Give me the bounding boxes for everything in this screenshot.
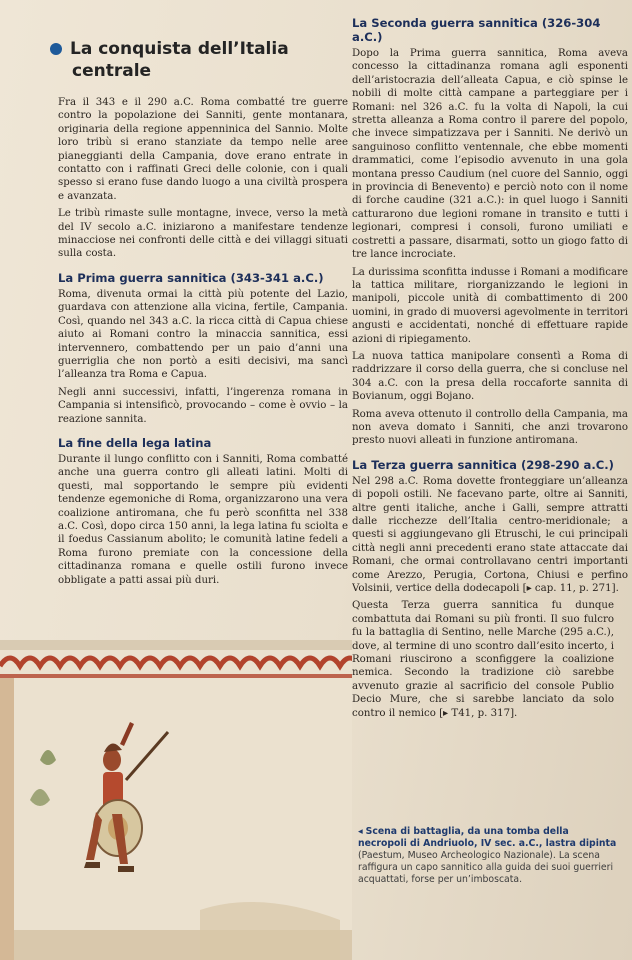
seconda-paragraph-1: Dopo la Prima guerra sannitica, Roma aveva concesso la cittadinanza romana agli esponenti dell’aristocrazia dell’alleata Capua, e ciò spinse le nobili di molte città campane a parteggiare per i Romani: nel 326 a.C. fu la volta di Napoli, la cui stretta alleanza a Roma contro il parere del popolo, che invece simpatizzava per i Sanniti. Ne derivò un sanguinoso conflitto ventennale, che ebbe momenti drammatici, come l’episodio avvenuto in una gola montana presso Caudium (nel cuore del Sannio, oggi in provincia di Benevento) e perciò noto con il nome di forche caudine (321 a.C.): in quel luogo i Sanniti catturarono due legioni romane in transito e tutti i legionari, compresi i consoli, furono umiliati e costretti a passare, disarmati, sotto un giogo fatto di tre lance incrociate. xyxy=(352,48,628,261)
terza-paragraph-2: Questa Terza guerra sannitica fu dunque combattuta dai Romani su più fronti. Il suo fulcro fu la battaglia di Sentino, nelle Marche (295 a.C.), dove, al termine di uno scontro dall’esito incerto, i Romani riuscirono a sconfiggere la coalizione nemica. Secondo la tradizione ciò sarebbe avvenuto grazie al sacrificio del console Publio Decio Mure, che si sarebbe lanciato da solo contro il nemico [▸ T41, p. 317]. xyxy=(352,600,614,719)
caption-lead: Scena di battaglia, da una tomba della necropoli di Andriuolo, IV sec. a.C., lastra dipinta xyxy=(358,826,617,849)
section-title xyxy=(58,38,348,82)
paestum-fresco-image xyxy=(0,640,352,960)
heading-seconda-guerra: La Seconda guerra sannitica (326-304 a.C.) xyxy=(352,16,601,44)
intro-paragraph-2: Le tribù rimaste sulle montagne, invece, verso la metà del IV secolo a.C. iniziarono a manifestare tendenze minacciose nei confronti delle città e dei villaggi situati sulla costa. xyxy=(58,208,348,260)
figure-caption xyxy=(358,826,620,886)
right-column xyxy=(352,16,628,724)
seconda-paragraph-2: La durissima sconfitta indusse i Romani a modificare la tattica militare, riorganizzando le legioni in manipoli, piccole unità di combattimento di 200 uomini, in grado di muoversi agevolmente in territori angusti e accidentati, nonché di effettuare rapide azioni di ripiegamento. xyxy=(352,266,628,345)
caption-text: (Paestum, Museo Archeologico Nazionale). La scena raffigura un capo sannitico alla guida dei suoi guerrieri acquattati, forse per un’imboscata. xyxy=(358,850,614,885)
intro-paragraph-1: Fra il 343 e il 290 a.C. Roma combatté tre guerre contro la popolazione dei Sanniti, gente montanara, originaria della regione appenninica del Sannio. Molte loro tribù si erano stanziate da tempo nelle aree pianeggianti della Campania, dove erano entrate in contatto con i raffinati Greci delle colonie, con i quali spesso si erano fuse dando luogo a una civiltà prospera e avanzata. xyxy=(58,97,348,202)
seconda-paragraph-4: Roma aveva ottenuto il controllo della Campania, ma non aveva domato i Sanniti, che anzi trovarono presto nuovi alleati in funzione antiromana. xyxy=(352,408,628,447)
heading-terza-guerra: La Terza guerra sannitica (298-290 a.C.) xyxy=(352,457,614,472)
title-line-2: centrale xyxy=(72,61,152,81)
prima-paragraph-2: Negli anni successivi, infatti, l’ingerenza romana in Campania si intensificò, provocando – come è ovvio – la reazione sannita. xyxy=(58,386,348,425)
title-line-1: La conquista dell’Italia xyxy=(70,39,289,59)
heading-lega-latina: La fine della lega latina xyxy=(58,435,212,450)
fresco-illustration xyxy=(0,640,352,960)
lega-paragraph: Durante il lungo conflitto con i Sanniti, Roma combatté anche una guerra contro gli alleati latini. Molti di questi, mal sopportando le sempre più evidenti tendenze egemoniche di Roma, organizzarono una vera coalizione antiromana, che fu però sconfitta nel 338 a.C. Così, dopo circa 150 anni, la lega latina fu sciolta e il foedus Cassianum abolito; le comunità latine fedeli a Roma furono premiate con la concessione della cittadinanza romana e quelle ostili furono invece obbligate a patti assai più duri. xyxy=(58,453,348,586)
prima-paragraph-1: Roma, divenuta ormai la città più potente del Lazio, guardava con attenzione alla vicina, fertile, Campania. Così, quando nel 343 a.C. la ricca città di Capua chiese aiuto ai Romani contro la minaccia sannitica, essi intervennero, combattendo per un paio d’anni una guerriglia che non portò a esiti decisivi, ma sancì l’alleanza tra Roma e Capua. xyxy=(58,288,348,381)
terza-paragraph-1: Nel 298 a.C. Roma dovette fronteggiare un’alleanza di popoli ostili. Ne facevano parte, oltre ai Sanniti, altre genti italiche, anche i Galli, sempre attratti dalle ricchezze dell’Italia centro-meridionale; a questi si aggiungevano gli Etruschi, le cui principali città negli anni precedenti erano state attaccate dai Romani, che ormai controllavano centri importanti come Arezzo, Perugia, Cortona, Chiusi e perfino Volsinii, vertice della dodecapoli [▸ cap. 11, p. 271]. xyxy=(352,475,628,595)
heading-prima-guerra: La Prima guerra sannitica (343-341 a.C.) xyxy=(58,270,324,285)
blue-bullet-icon xyxy=(50,43,62,55)
seconda-paragraph-3: La nuova tattica manipolare consentì a Roma di raddrizzare il corso della guerra, che si concluse nel 304 a.C. con la presa della roccaforte sannita di Bovianum, oggi Bojano. xyxy=(352,350,628,403)
left-column xyxy=(58,38,348,591)
caption-marker-icon: ◂ xyxy=(358,826,363,837)
